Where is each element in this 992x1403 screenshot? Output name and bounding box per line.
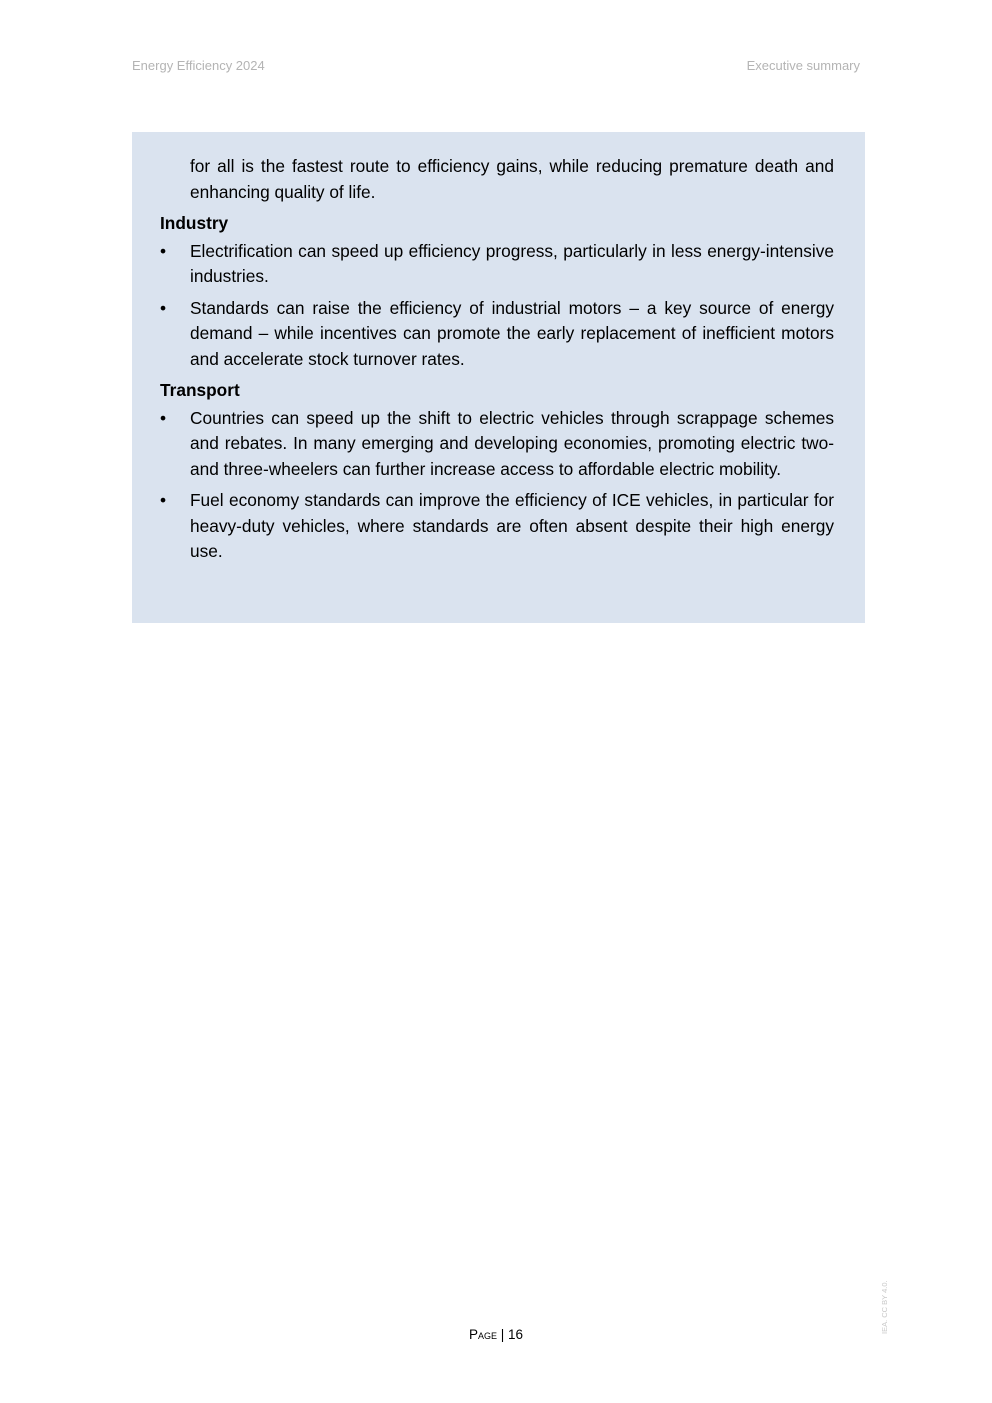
bullet-marker: • [160, 297, 167, 318]
bullet-item [160, 239, 834, 290]
section-heading-transport: Transport [160, 380, 240, 400]
bullet-item [160, 296, 834, 373]
summary-box-content [160, 154, 834, 565]
section-heading-industry: Industry [160, 213, 229, 233]
page-footer [0, 1327, 992, 1342]
page-label: Page [468, 1327, 497, 1342]
license-note: IEA. CC BY 4.0. [880, 1280, 889, 1334]
bullet-item [160, 488, 834, 565]
bullet-item [160, 406, 834, 483]
page-number: 16 [508, 1327, 524, 1342]
page-separator: | [496, 1327, 508, 1342]
bullet-text: Countries can speed up the shift to electric vehicles through scrappage schemes and rebates. In many emerging and developing economies, promoting electric two- and three-wheelers can further increase access to affordable electric mobility. [190, 407, 834, 479]
bullet-marker: • [160, 490, 167, 510]
bullet-text: Standards can raise the efficiency of industrial motors – a key source of energy demand – while incentives can promote the early replacement of inefficient motors and accelerate stock turnover rates. [190, 297, 834, 369]
continued-paragraph: for all is the fastest route to efficiency gains, while reducing premature death and enhancing quality of life. [190, 156, 834, 202]
section-title-header: Executive summary [746, 58, 860, 73]
bullet-text: Electrification can speed up efficiency progress, particularly in less energy-intensive industries. [190, 240, 834, 286]
bullet-text: Fuel economy standards can improve the efficiency of ICE vehicles, in particular for heavy-duty vehicles, where standards are often absent despite their high energy use. [190, 490, 834, 561]
bullet-marker: • [160, 240, 167, 261]
bullet-marker: • [160, 407, 167, 428]
summary-box [132, 132, 865, 623]
document-title-header: Energy Efficiency 2024 [132, 58, 265, 73]
